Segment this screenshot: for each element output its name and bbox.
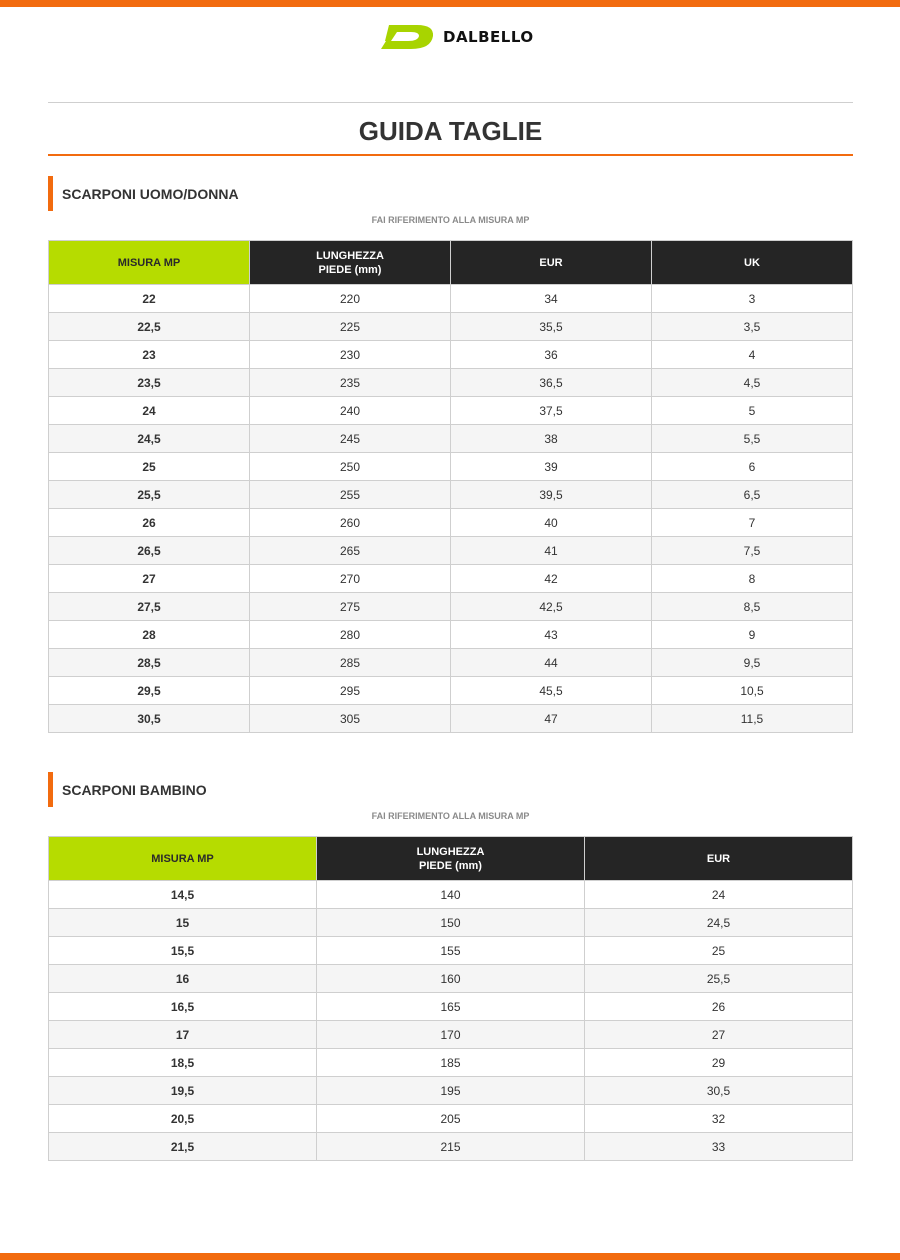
table-cell: 9 xyxy=(652,621,853,649)
table-row xyxy=(49,341,853,369)
mp-size-cell: 27 xyxy=(49,565,250,593)
mp-size-cell: 16,5 xyxy=(49,993,317,1021)
table-cell: 3 xyxy=(652,285,853,313)
table-cell: 165 xyxy=(317,993,585,1021)
table-cell: 5,5 xyxy=(652,425,853,453)
table-cell: 33 xyxy=(585,1133,853,1161)
table-cell: 25 xyxy=(585,937,853,965)
column-header: EUR xyxy=(451,241,652,285)
table-cell: 30,5 xyxy=(585,1077,853,1105)
table-cell: 195 xyxy=(317,1077,585,1105)
table-cell: 32 xyxy=(585,1105,853,1133)
table-cell: 160 xyxy=(317,965,585,993)
table-cell: 295 xyxy=(250,677,451,705)
mp-size-cell: 26 xyxy=(49,509,250,537)
table-row xyxy=(49,425,853,453)
table-cell: 36,5 xyxy=(451,369,652,397)
table-cell: 215 xyxy=(317,1133,585,1161)
table-row xyxy=(49,621,853,649)
table-cell: 155 xyxy=(317,937,585,965)
adult-section-title: SCARPONI UOMO/DONNA xyxy=(62,185,239,202)
table-cell: 8 xyxy=(652,565,853,593)
column-header: LUNGHEZZA PIEDE (mm) xyxy=(250,241,451,285)
table-cell: 4,5 xyxy=(652,369,853,397)
adult-section-heading xyxy=(48,176,239,211)
title-underline xyxy=(48,154,853,156)
table-row xyxy=(49,481,853,509)
table-cell: 4 xyxy=(652,341,853,369)
table-cell: 40 xyxy=(451,509,652,537)
table-row xyxy=(49,1133,853,1161)
table-cell: 250 xyxy=(250,453,451,481)
mp-size-cell: 28 xyxy=(49,621,250,649)
table-row xyxy=(49,677,853,705)
table-cell: 39,5 xyxy=(451,481,652,509)
mp-size-cell: 16 xyxy=(49,965,317,993)
table-cell: 265 xyxy=(250,537,451,565)
table-cell: 47 xyxy=(451,705,652,733)
table-row xyxy=(49,1049,853,1077)
table-row xyxy=(49,937,853,965)
section-accent-bar xyxy=(48,176,53,211)
table-cell: 35,5 xyxy=(451,313,652,341)
table-row xyxy=(49,1105,853,1133)
bottom-accent-bar xyxy=(0,1253,900,1260)
table-cell: 44 xyxy=(451,649,652,677)
table-row xyxy=(49,909,853,937)
brand-name: DALBELLO xyxy=(443,28,534,46)
table-cell: 45,5 xyxy=(451,677,652,705)
column-header: EUR xyxy=(585,837,853,881)
table-cell: 170 xyxy=(317,1021,585,1049)
mp-size-cell: 27,5 xyxy=(49,593,250,621)
dalbello-d-icon xyxy=(381,24,435,50)
column-header: UK xyxy=(652,241,853,285)
mp-size-cell: 19,5 xyxy=(49,1077,317,1105)
table-cell: 6 xyxy=(652,453,853,481)
top-accent-bar xyxy=(0,0,900,7)
table-row xyxy=(49,965,853,993)
brand-logo xyxy=(381,22,534,52)
table-cell: 150 xyxy=(317,909,585,937)
mp-size-cell: 18,5 xyxy=(49,1049,317,1077)
mp-size-cell: 29,5 xyxy=(49,677,250,705)
mp-size-cell: 24 xyxy=(49,397,250,425)
table-row xyxy=(49,1077,853,1105)
table-cell: 270 xyxy=(250,565,451,593)
table-cell: 205 xyxy=(317,1105,585,1133)
table-row xyxy=(49,509,853,537)
table-cell: 34 xyxy=(451,285,652,313)
table-header-row xyxy=(49,837,853,881)
table-row xyxy=(49,993,853,1021)
column-header: MISURA MP xyxy=(49,837,317,881)
table-row xyxy=(49,649,853,677)
kids-note: FAI RIFERIMENTO ALLA MISURA MP xyxy=(371,811,530,821)
table-cell: 230 xyxy=(250,341,451,369)
table-cell: 8,5 xyxy=(652,593,853,621)
table-cell: 235 xyxy=(250,369,451,397)
section-accent-bar xyxy=(48,772,53,807)
table-cell: 37,5 xyxy=(451,397,652,425)
table-row xyxy=(49,397,853,425)
mp-size-cell: 23,5 xyxy=(49,369,250,397)
table-row xyxy=(49,313,853,341)
table-cell: 9,5 xyxy=(652,649,853,677)
table-cell: 26 xyxy=(585,993,853,1021)
table-cell: 10,5 xyxy=(652,677,853,705)
table-row xyxy=(49,537,853,565)
table-cell: 285 xyxy=(250,649,451,677)
table-cell: 225 xyxy=(250,313,451,341)
table-row xyxy=(49,705,853,733)
mp-size-cell: 20,5 xyxy=(49,1105,317,1133)
table-cell: 39 xyxy=(451,453,652,481)
column-header: LUNGHEZZA PIEDE (mm) xyxy=(317,837,585,881)
table-cell: 29 xyxy=(585,1049,853,1077)
mp-size-cell: 22,5 xyxy=(49,313,250,341)
table-row xyxy=(49,453,853,481)
mp-size-cell: 17 xyxy=(49,1021,317,1049)
table-cell: 42 xyxy=(451,565,652,593)
table-cell: 36 xyxy=(451,341,652,369)
page-title: GUIDA TAGLIE xyxy=(358,116,543,146)
mp-size-cell: 25 xyxy=(49,453,250,481)
table-cell: 280 xyxy=(250,621,451,649)
mp-size-cell: 30,5 xyxy=(49,705,250,733)
kids-size-table xyxy=(48,836,853,1161)
table-cell: 140 xyxy=(317,881,585,909)
table-cell: 255 xyxy=(250,481,451,509)
table-cell: 3,5 xyxy=(652,313,853,341)
table-cell: 275 xyxy=(250,593,451,621)
table-cell: 7,5 xyxy=(652,537,853,565)
table-cell: 42,5 xyxy=(451,593,652,621)
table-cell: 41 xyxy=(451,537,652,565)
header-divider xyxy=(48,102,853,103)
table-cell: 27 xyxy=(585,1021,853,1049)
kids-section-title: SCARPONI BAMBINO xyxy=(62,781,207,798)
mp-size-cell: 28,5 xyxy=(49,649,250,677)
table-cell: 220 xyxy=(250,285,451,313)
table-cell: 24 xyxy=(585,881,853,909)
table-row xyxy=(49,369,853,397)
mp-size-cell: 15 xyxy=(49,909,317,937)
table-cell: 5 xyxy=(652,397,853,425)
table-cell: 260 xyxy=(250,509,451,537)
table-cell: 185 xyxy=(317,1049,585,1077)
table-cell: 11,5 xyxy=(652,705,853,733)
kids-section-heading xyxy=(48,772,207,807)
mp-size-cell: 25,5 xyxy=(49,481,250,509)
mp-size-cell: 23 xyxy=(49,341,250,369)
table-cell: 38 xyxy=(451,425,652,453)
mp-size-cell: 14,5 xyxy=(49,881,317,909)
table-cell: 6,5 xyxy=(652,481,853,509)
table-row xyxy=(49,593,853,621)
table-cell: 24,5 xyxy=(585,909,853,937)
mp-size-cell: 24,5 xyxy=(49,425,250,453)
table-row xyxy=(49,285,853,313)
adult-size-table xyxy=(48,240,853,733)
table-row xyxy=(49,881,853,909)
mp-size-cell: 21,5 xyxy=(49,1133,317,1161)
table-row xyxy=(49,565,853,593)
table-header-row xyxy=(49,241,853,285)
column-header: MISURA MP xyxy=(49,241,250,285)
table-cell: 25,5 xyxy=(585,965,853,993)
table-row xyxy=(49,1021,853,1049)
mp-size-cell: 22 xyxy=(49,285,250,313)
table-cell: 240 xyxy=(250,397,451,425)
table-cell: 245 xyxy=(250,425,451,453)
table-cell: 7 xyxy=(652,509,853,537)
table-cell: 43 xyxy=(451,621,652,649)
mp-size-cell: 15,5 xyxy=(49,937,317,965)
adult-note: FAI RIFERIMENTO ALLA MISURA MP xyxy=(371,215,530,225)
mp-size-cell: 26,5 xyxy=(49,537,250,565)
table-cell: 305 xyxy=(250,705,451,733)
